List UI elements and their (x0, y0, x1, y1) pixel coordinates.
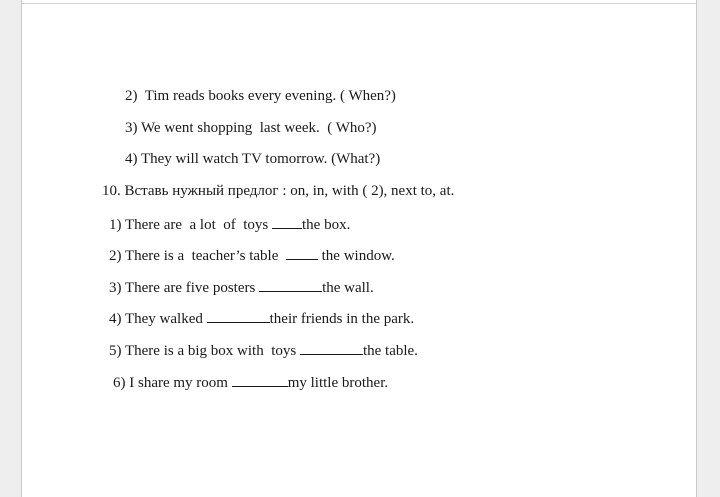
line-text-before: 1) There are a lot of toys (109, 217, 273, 233)
answer-blank[interactable] (207, 309, 270, 323)
line-text-before: 5) There is a big box with toys (109, 343, 300, 359)
line-text-after: their friends in the park. (269, 311, 415, 327)
line-text: 3) We went shopping last week. ( Who?) (125, 120, 377, 136)
line-text-before: 3) There are five posters (109, 280, 260, 296)
heading-text: 10. Вставь нужный предлог : on, in, with ( 2), next to, at. (102, 183, 455, 199)
line-text: 2) Tim reads books every evening. ( When?) (125, 88, 396, 104)
answer-blank[interactable] (259, 278, 322, 292)
answer-blank[interactable] (300, 341, 363, 355)
exercise-line-6 (98, 355, 388, 410)
top-divider (22, 3, 696, 4)
line-text-before: 6) I share my room (113, 375, 232, 391)
line-text-before: 2) There is a teacher’s table (109, 248, 286, 264)
line-text-after: the window. (317, 248, 395, 264)
line-text: 4) They will watch TV tomorrow. (What?) (125, 151, 381, 167)
answer-blank[interactable] (286, 246, 318, 260)
answer-blank[interactable] (272, 215, 302, 229)
answer-blank[interactable] (232, 373, 288, 387)
line-text-after: the table. (362, 343, 418, 359)
document-page (21, 0, 697, 497)
line-text-after: my little brother. (287, 375, 389, 391)
line-text-after: the wall. (322, 280, 374, 296)
line-text-after: the box. (302, 217, 351, 233)
line-text-before: 4) They walked (109, 311, 207, 327)
